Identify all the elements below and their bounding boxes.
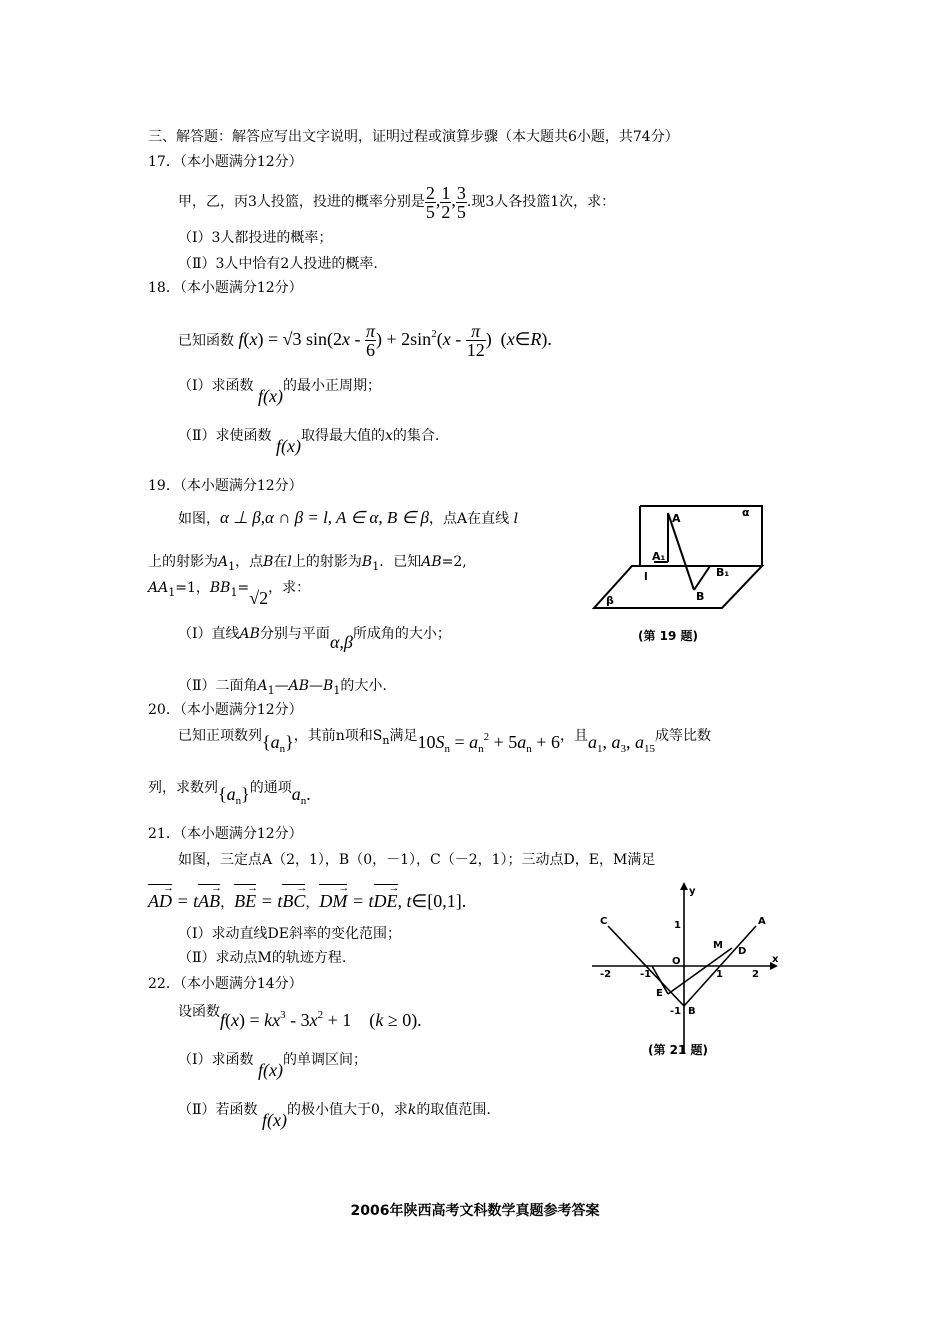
q19-line2: 上的射影为$A_1$，点B在l上的射影为$B_1$．已知AB=2, xyxy=(148,554,467,573)
svg-text:-2: -2 xyxy=(600,969,612,980)
q17-stem-pre: 甲，乙，丙3人投篮，投进的概率分别是 xyxy=(178,194,425,210)
figure-21 xyxy=(592,882,782,1062)
q18-header: 18．（本小题满分12分） xyxy=(148,280,303,296)
fig19-caption: (第 19 题) xyxy=(638,629,699,643)
q17-frac-3: $\frac{3}{5}$ xyxy=(456,182,466,222)
svg-text:2: 2 xyxy=(752,969,759,980)
section-header: 三、解答题：解答应写出文字说明，证明过程或演算步骤（本大题共6小题，共74分） xyxy=(148,129,679,145)
q19-condition: α ⊥ β,α ∩ β = l, A ∈ α, B ∈ β xyxy=(220,508,429,527)
svg-text:1: 1 xyxy=(716,969,723,980)
answer-title: 2006年陕西高考文科数学真题参考答案 xyxy=(350,1203,600,1219)
q19-part1: （Ⅰ）直线AB分别与平面α,β所成角的大小； xyxy=(178,626,451,652)
svg-text:y: y xyxy=(689,886,696,897)
svg-text:-1: -1 xyxy=(670,1006,682,1017)
label-alpha: α xyxy=(742,506,750,519)
q18-part1: （Ⅰ）求函数 f(x)的最小正周期； xyxy=(178,378,382,406)
label-B1: B₁ xyxy=(716,566,730,579)
q21-stem: 如图，三定点A（2，1），B（0，－1），C（－2，1）；三动点D，E，M满足 xyxy=(178,852,656,868)
figure-19 xyxy=(592,500,772,650)
q17-stem-post: .现3人各投篮1次，求： xyxy=(466,194,616,210)
q20-header: 20．（本小题满分12分） xyxy=(148,702,303,718)
q20-stem: 已知正项数列$\{a_n\}$，其前n项和$S_n$满足$10S_n = a_n^2 + 5a_n + 6$，且$a_1$, $a_3$, $a_{15}$成等比数 xyxy=(178,728,711,755)
q22-part2: （Ⅱ）若函数 f(x)的极小值大于0，求k的取值范围. xyxy=(178,1102,491,1130)
label-E: E xyxy=(656,988,663,999)
q19-stem: 如图，α ⊥ β,α ∩ β = l, A ∈ α, B ∈ β，点A在直线 l xyxy=(178,508,519,527)
q19-part2: （Ⅱ）二面角$A_1—AB—B_1$的大小. xyxy=(178,678,387,697)
q21-part1: （Ⅰ）求动直线DE斜率的变化范围； xyxy=(178,926,401,942)
q19-header: 19．（本小题满分12分） xyxy=(148,478,303,494)
q21-part2: （Ⅱ）求动点M的轨迹方程. xyxy=(178,950,347,966)
label-A: A xyxy=(672,512,681,525)
label-B: B xyxy=(688,1006,696,1017)
label-A: A xyxy=(758,916,766,927)
label-A1: A₁ xyxy=(652,550,666,563)
q17-part2: （Ⅱ）3人中恰有2人投进的概率. xyxy=(178,256,378,272)
fig21-caption: (第 21 题) xyxy=(648,1043,709,1057)
q20-line2: 列，求数列$\{a_n\}$的通项$a_n$. xyxy=(148,780,311,807)
svg-text:O: O xyxy=(672,956,681,967)
q17-part1: （Ⅰ）3人都投进的概率； xyxy=(178,230,333,246)
q22-header: 22．（本小题满分14分） xyxy=(148,976,303,992)
q18-stem: 已知函数 f(x) = √3 sin(2x - $\frac{\pi}{6}$ ) + $2\sin^2(x$ - $\frac{\pi}{12}$ ) (x∈R). xyxy=(178,321,552,361)
q18-part2: （Ⅱ）求使函数 f(x)取得最大值的x的集合. xyxy=(178,428,440,456)
label-C: C xyxy=(600,916,608,927)
q17-frac-1: $\frac{2}{5}$ xyxy=(425,182,435,222)
label-M: M xyxy=(713,940,723,951)
q19-line3: $AA_1=1$，$BB_1=√2$，求： xyxy=(148,580,311,608)
label-l: l xyxy=(644,570,648,583)
label-B: B xyxy=(696,590,705,603)
q17-stem: 甲，乙，丙3人投篮，投进的概率分别是 $\frac{2}{5}$ , $\frac{1}{2}$ , $\frac{3}{5}$ .现3人各投篮1次，求： xyxy=(178,182,616,222)
svg-text:-1: -1 xyxy=(640,969,652,980)
q17-frac-2: $\frac{1}{2}$ xyxy=(441,182,451,222)
q21-header: 21．（本小题满分12分） xyxy=(148,826,303,842)
q22-part1: （Ⅰ）求函数 f(x)的单调区间； xyxy=(178,1052,368,1080)
svg-text:x: x xyxy=(772,954,779,965)
q17-header: 17．（本小题满分12分） xyxy=(148,154,303,170)
q18-formula: f(x) = √3 sin(2x - $\frac{\pi}{6}$ ) + $2\sin^2(x$ - $\frac{\pi}{12}$ ) (x∈R). xyxy=(238,321,552,361)
q22-stem: 设函数$f(x) = kx^3 - 3x^2 + 1$ (k ≥ 0). xyxy=(178,1004,422,1030)
label-D: D xyxy=(738,946,747,957)
q21-vector-conditions: AD → = tAB →，BE → = tBC →，DM → = tDE →, t∈[0,1]. xyxy=(148,882,466,912)
label-beta: β xyxy=(606,594,614,607)
svg-text:1: 1 xyxy=(674,920,681,931)
